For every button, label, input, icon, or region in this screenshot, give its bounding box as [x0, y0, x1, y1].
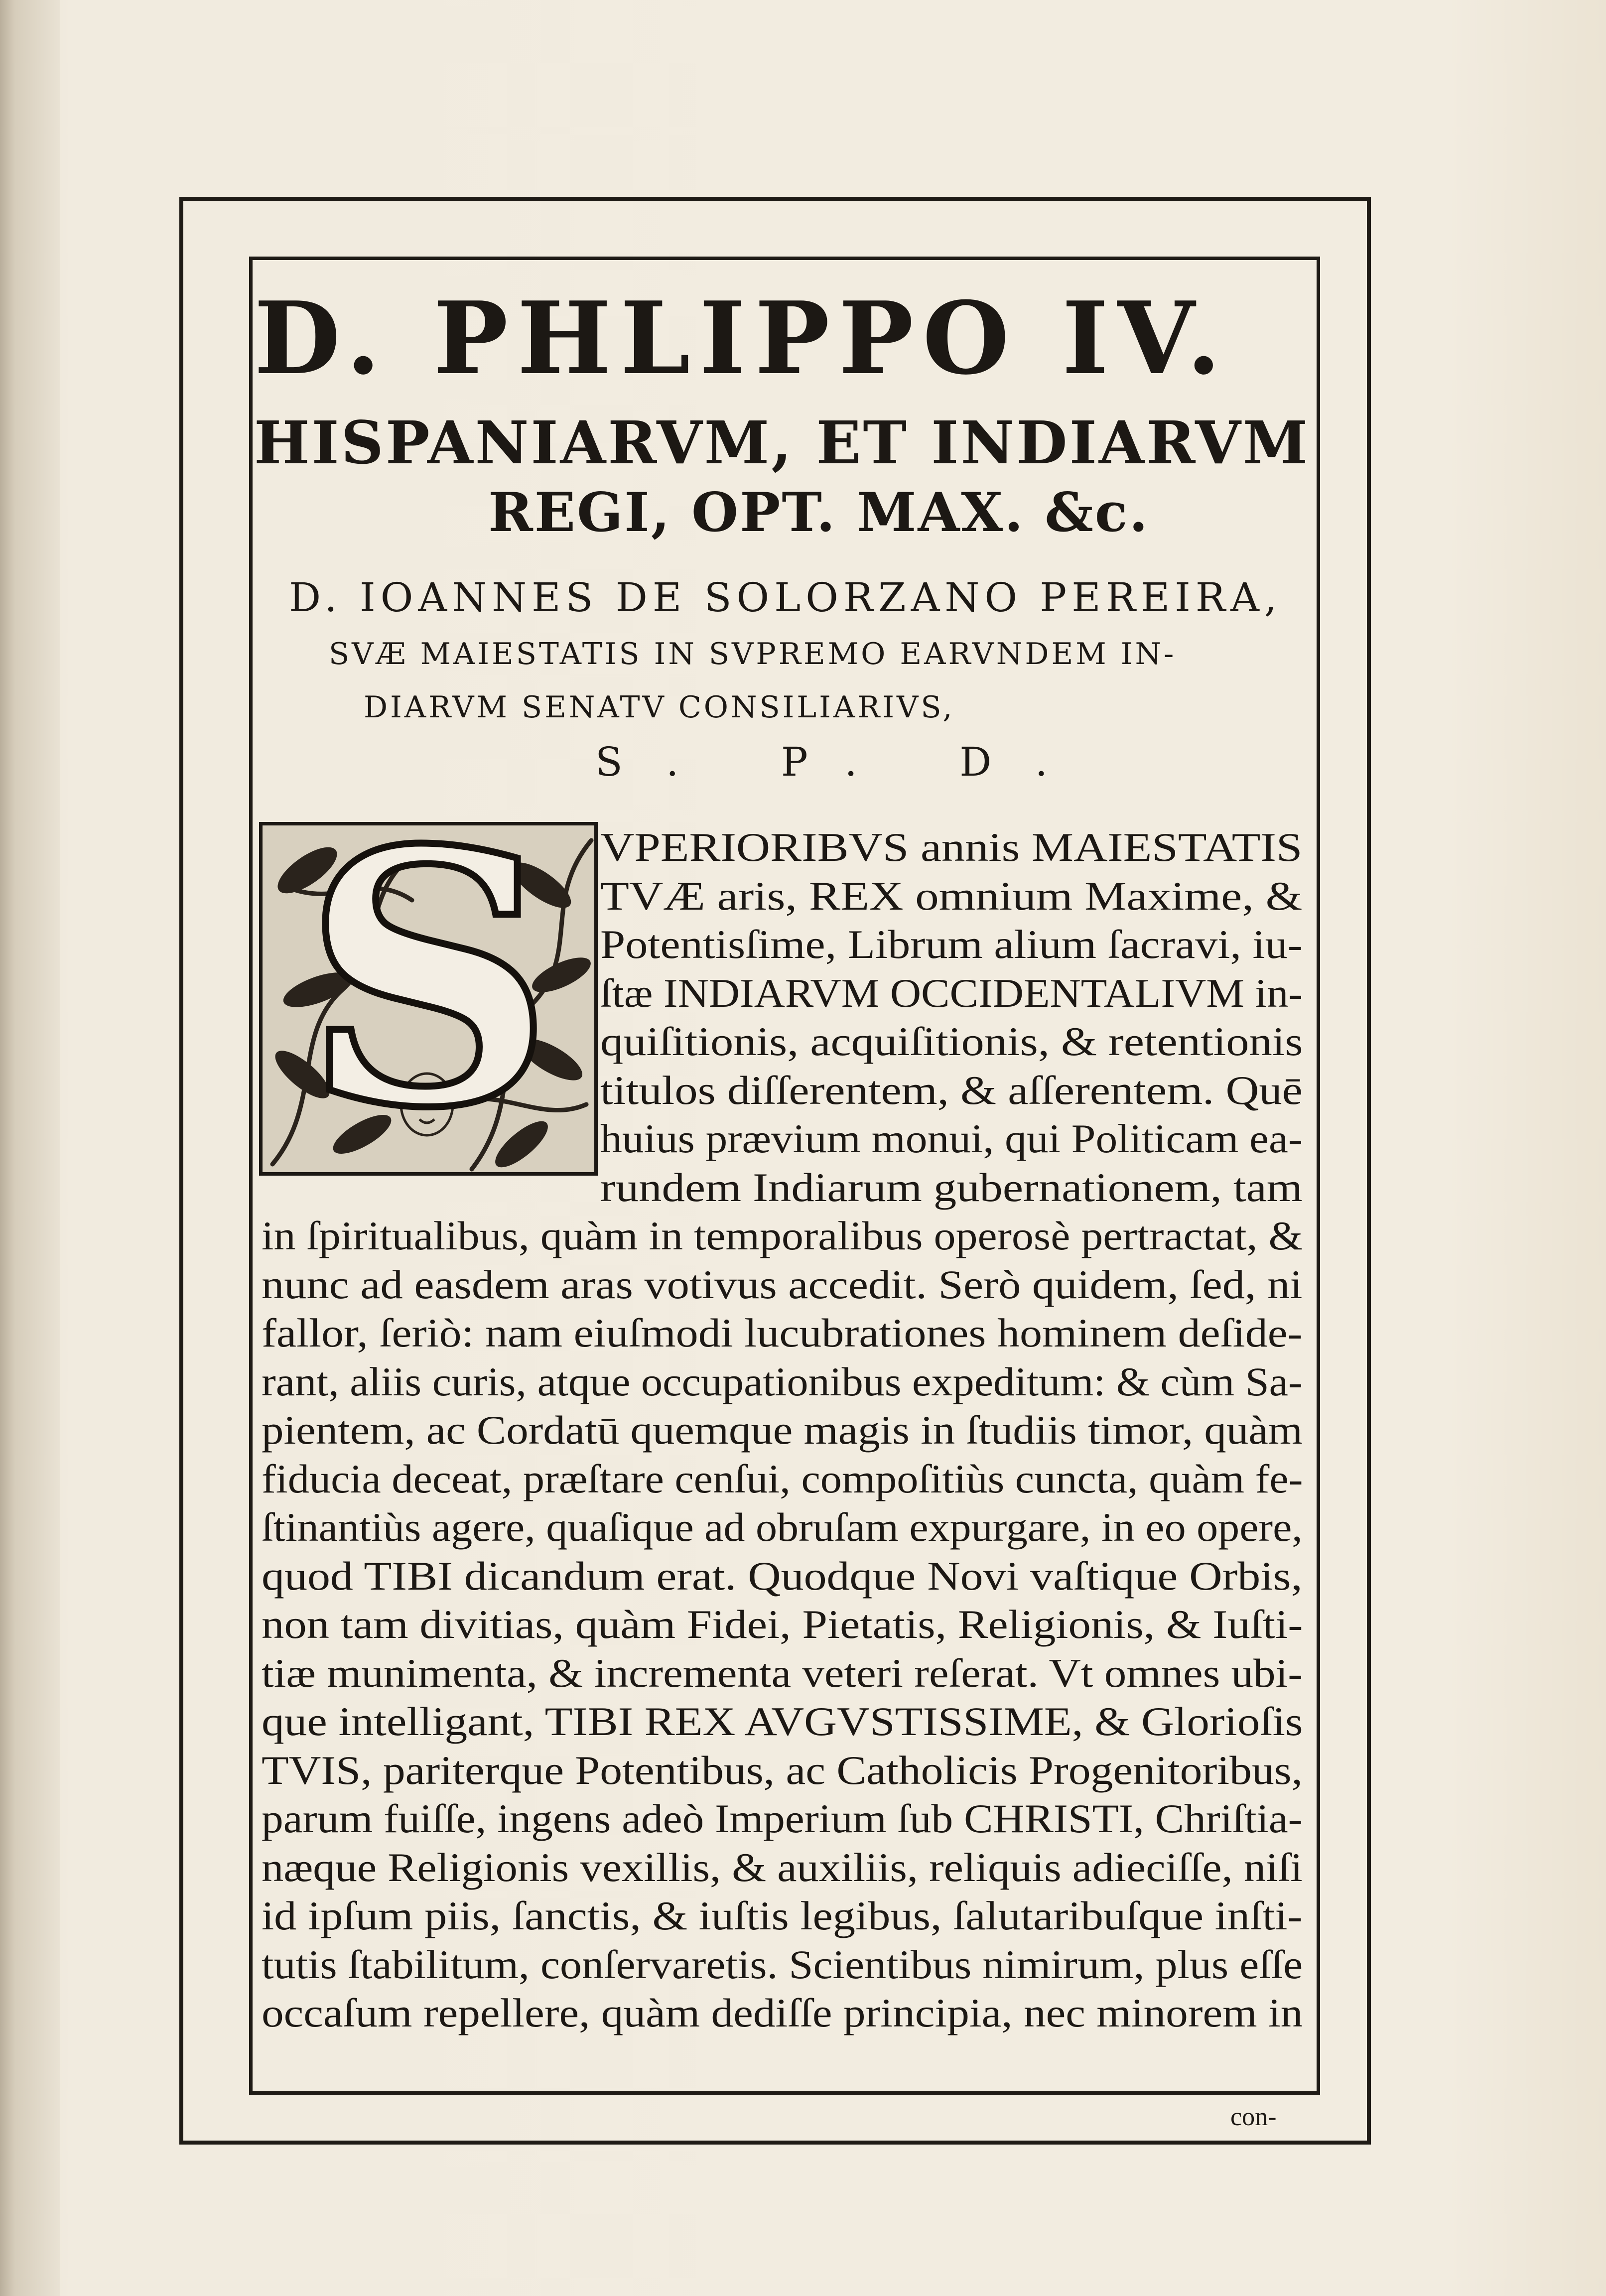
body-line: Potentisſime, Librum alium ſacravi, iu- — [600, 922, 1303, 967]
body-line: parum fuiſſe, ingens adeò Imperium ſub CHRISTI, Chriſtia- — [262, 1796, 1303, 1841]
body-line: quod TIBI dicandum erat. Quodque Novi vaſtique Orbis, — [262, 1553, 1303, 1599]
body-line: rant, aliis curis, atque occupationibus expeditum: & cùm Sa- — [262, 1358, 1303, 1404]
decorated-initial — [259, 822, 598, 1176]
dedication-subtitle-2: REGI, OPT. MAX. &c. — [488, 481, 1150, 544]
salutation: S. P. D. — [595, 739, 1093, 785]
body-line: nunc ad easdem aras votivus accedit. Serò quidem, ſed, ni — [262, 1261, 1303, 1307]
body-line: titulos diſſerentem, & aſſerentem. Quē — [600, 1067, 1303, 1113]
dedication-subtitle: HISPANIARVM, ET INDIARVM — [254, 408, 1310, 477]
catchword: con- — [1230, 2103, 1277, 2131]
author-name: D. IOANNES DE SOLORZANO PEREIRA, — [289, 574, 1282, 621]
author-office: SVÆ MAIESTATIS IN SVPREMO EARVNDEM IN- — [329, 637, 1177, 672]
author-office-2: DIARVM SENATV CONSILIARIVS, — [364, 690, 955, 725]
body-line: non tam divitias, quàm Fidei, Pietatis, Religionis, & Iuſti- — [262, 1602, 1303, 1647]
body-line: fallor, ſeriò: nam eiuſmodi lucubrationes hominem deſide- — [262, 1310, 1303, 1355]
body-line: fiducia deceat, præſtare cenſui, compoſitiùs cuncta, quàm fe- — [262, 1456, 1303, 1501]
body-line: rundem Indiarum gubernationem, tam — [600, 1164, 1303, 1210]
body-line: næque Religionis vexillis, & auxiliis, reliquis adieciſſe, niſi — [262, 1844, 1303, 1890]
body-line: id ipſum piis, ſanctis, & iuſtis legibus, ſalutaribuſque inſti- — [262, 1893, 1303, 1938]
body-line: VPERIORIBVS annis MAIESTATIS — [600, 824, 1303, 870]
body-line: tutis ſtabilitum, conſervaretis. Scientibus nimirum, plus eſſe — [262, 1941, 1303, 1987]
body-line: ſtæ INDIARVM OCCIDENTALIVM in- — [600, 970, 1303, 1016]
initial-letter: S — [302, 822, 554, 1176]
binding-fold — [0, 0, 60, 2296]
body-line: occaſum repellere, quàm dediſſe principia, nec minorem in — [262, 1990, 1303, 2035]
dedication-title: D. PHLIPPO IV. — [254, 280, 1230, 397]
body-line: in ſpiritualibus, quàm in temporalibus operosè pertractat, & — [262, 1213, 1303, 1258]
body-line: TVIS, pariterque Potentibus, ac Catholicis Progenitoribus, — [262, 1747, 1303, 1793]
body-line: huius prævium monui, qui Politicam ea- — [600, 1116, 1303, 1161]
body-line: TVÆ aris, REX omnium Maxime, & — [600, 873, 1303, 919]
body-line: ſtinantiùs agere, quaſique ad obruſam expurgare, in eo opere, — [262, 1504, 1303, 1550]
body-line: que intelligant, TIBI REX AVGVSTISSIME, & Glorioſis — [262, 1699, 1303, 1744]
body-line: quiſitionis, acquiſitionis, & retentionis — [600, 1019, 1303, 1064]
body-line: pientem, ac Cordatū quemque magis in ſtudiis timor, quàm — [262, 1407, 1303, 1453]
body-line: tiæ munimenta, & incrementa veteri reſerat. Vt omnes ubi- — [262, 1650, 1303, 1696]
